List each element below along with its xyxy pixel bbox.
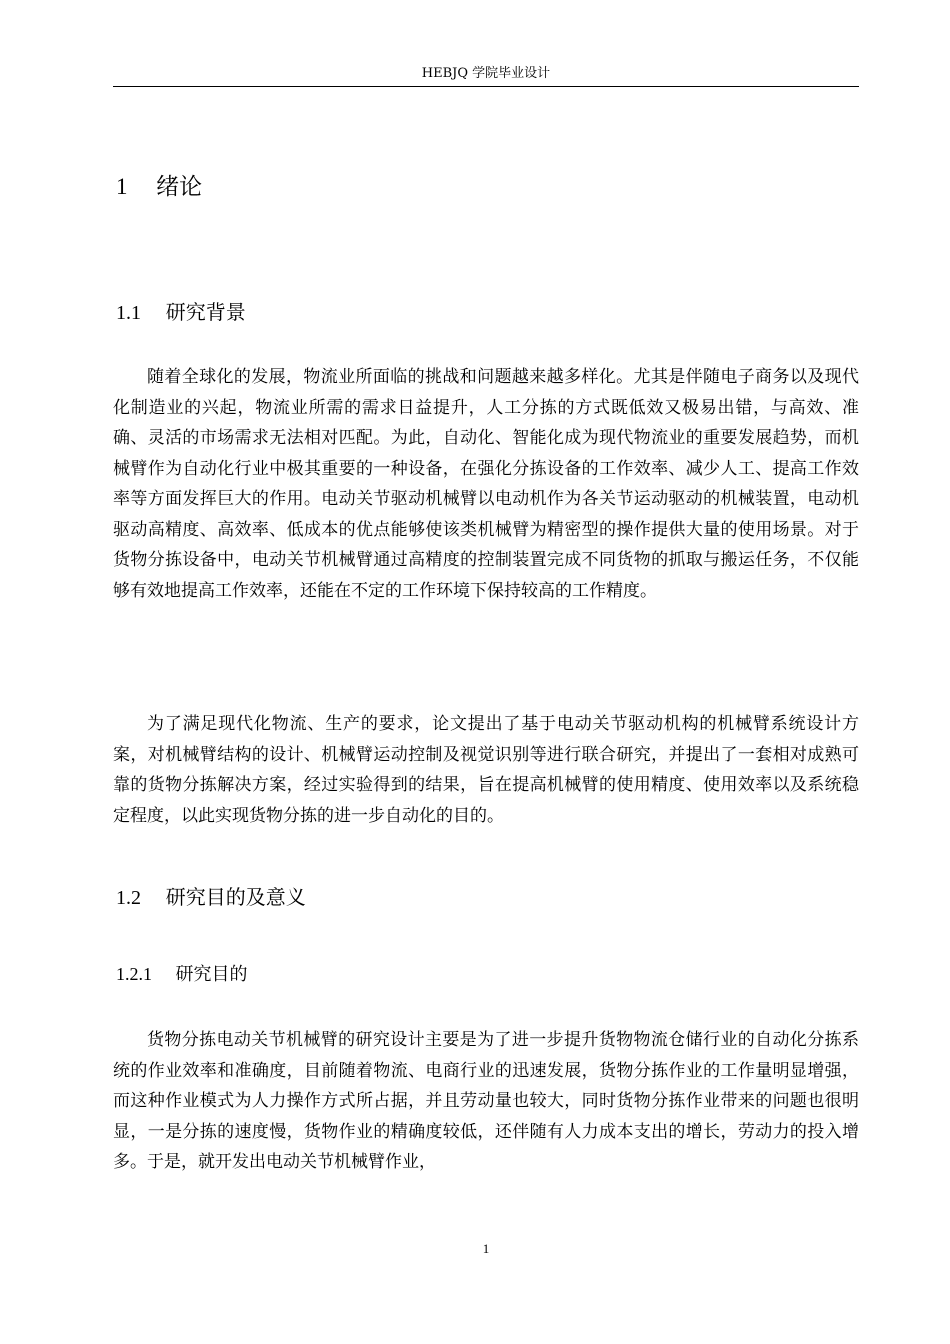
section-heading-1-1 xyxy=(116,298,246,327)
section-title: 研究目的及意义 xyxy=(165,885,306,909)
section-title: 研究背景 xyxy=(165,300,246,324)
subsection-title: 研究目的 xyxy=(175,964,248,985)
page-header: HEBJQ 学院毕业设计 xyxy=(421,66,551,81)
chapter-title: 绪论 xyxy=(156,174,203,200)
page-number: 1 xyxy=(482,1241,490,1256)
header-rule xyxy=(113,86,859,87)
paragraph-background-2: 为了满足现代化物流、生产的要求，论文提出了基于电动关节驱动机构的机械臂系统设计方案，对机械臂结构的设计、机械臂运动控制及视觉识别等进行联合研究，并提出了一套相对成熟可靠的货物分拣解决方案，经过实验得到的结果，旨在提高机械臂的使用精度、使用效率以及系统稳定程度，以此实现货物分拣的进一步自动化的目的。 xyxy=(113,714,859,826)
chapter-number: 1 xyxy=(116,174,128,199)
paragraph-purpose-1: 货物分拣电动关节机械臂的研究设计主要是为了进一步提升货物物流仓储行业的自动化分拣系统的作业效率和准确度，目前随着物流、电商行业的迅速发展，货物分拣作业的工作量明显增强，而这种作业模式为人力操作方式所占据，并且劳动量也较大，同时货物分拣作业带来的问题也很明显，一是分拣的速度慢，货物作业的精确度较低，还伴随有人力成本支出的增长，劳动力的投入增多。于是，就开发出电动关节机械臂作业， xyxy=(113,1030,859,1172)
section-number: 1.2 xyxy=(116,887,141,909)
section-number: 1.1 xyxy=(116,302,141,324)
subsection-number: 1.2.1 xyxy=(116,964,152,984)
chapter-heading xyxy=(116,172,202,202)
paragraph-background-1: 随着全球化的发展，物流业所面临的挑战和问题越来越多样化。尤其是伴随电子商务以及现代化制造业的兴起，物流业所需的需求日益提升，人工分拣的方式既低效又极易出错，与高效、准确、灵活的市场需求无法相对匹配。为此，自动化、智能化成为现代物流业的重要发展趋势，而机械臂作为自动化行业中极其重要的一种设备，在强化分拣设备的工作效率、减少人工、提高工作效率等方面发挥巨大的作用。电动关节驱动机械臂以电动机作为各关节运动驱动的机械装置，电动机驱动高精度、高效率、低成本的优点能够使该类机械臂为精密型的操作提供大量的使用场景。对于货物分拣设备中，电动关节机械臂通过高精度的控制装置完成不同货物的抓取与搬运任务，不仅能够有效地提高工作效率，还能在不定的工作环境下保持较高的工作精度。 xyxy=(113,367,859,601)
subsection-heading-1-2-1 xyxy=(116,961,247,988)
section-heading-1-2 xyxy=(116,883,306,912)
